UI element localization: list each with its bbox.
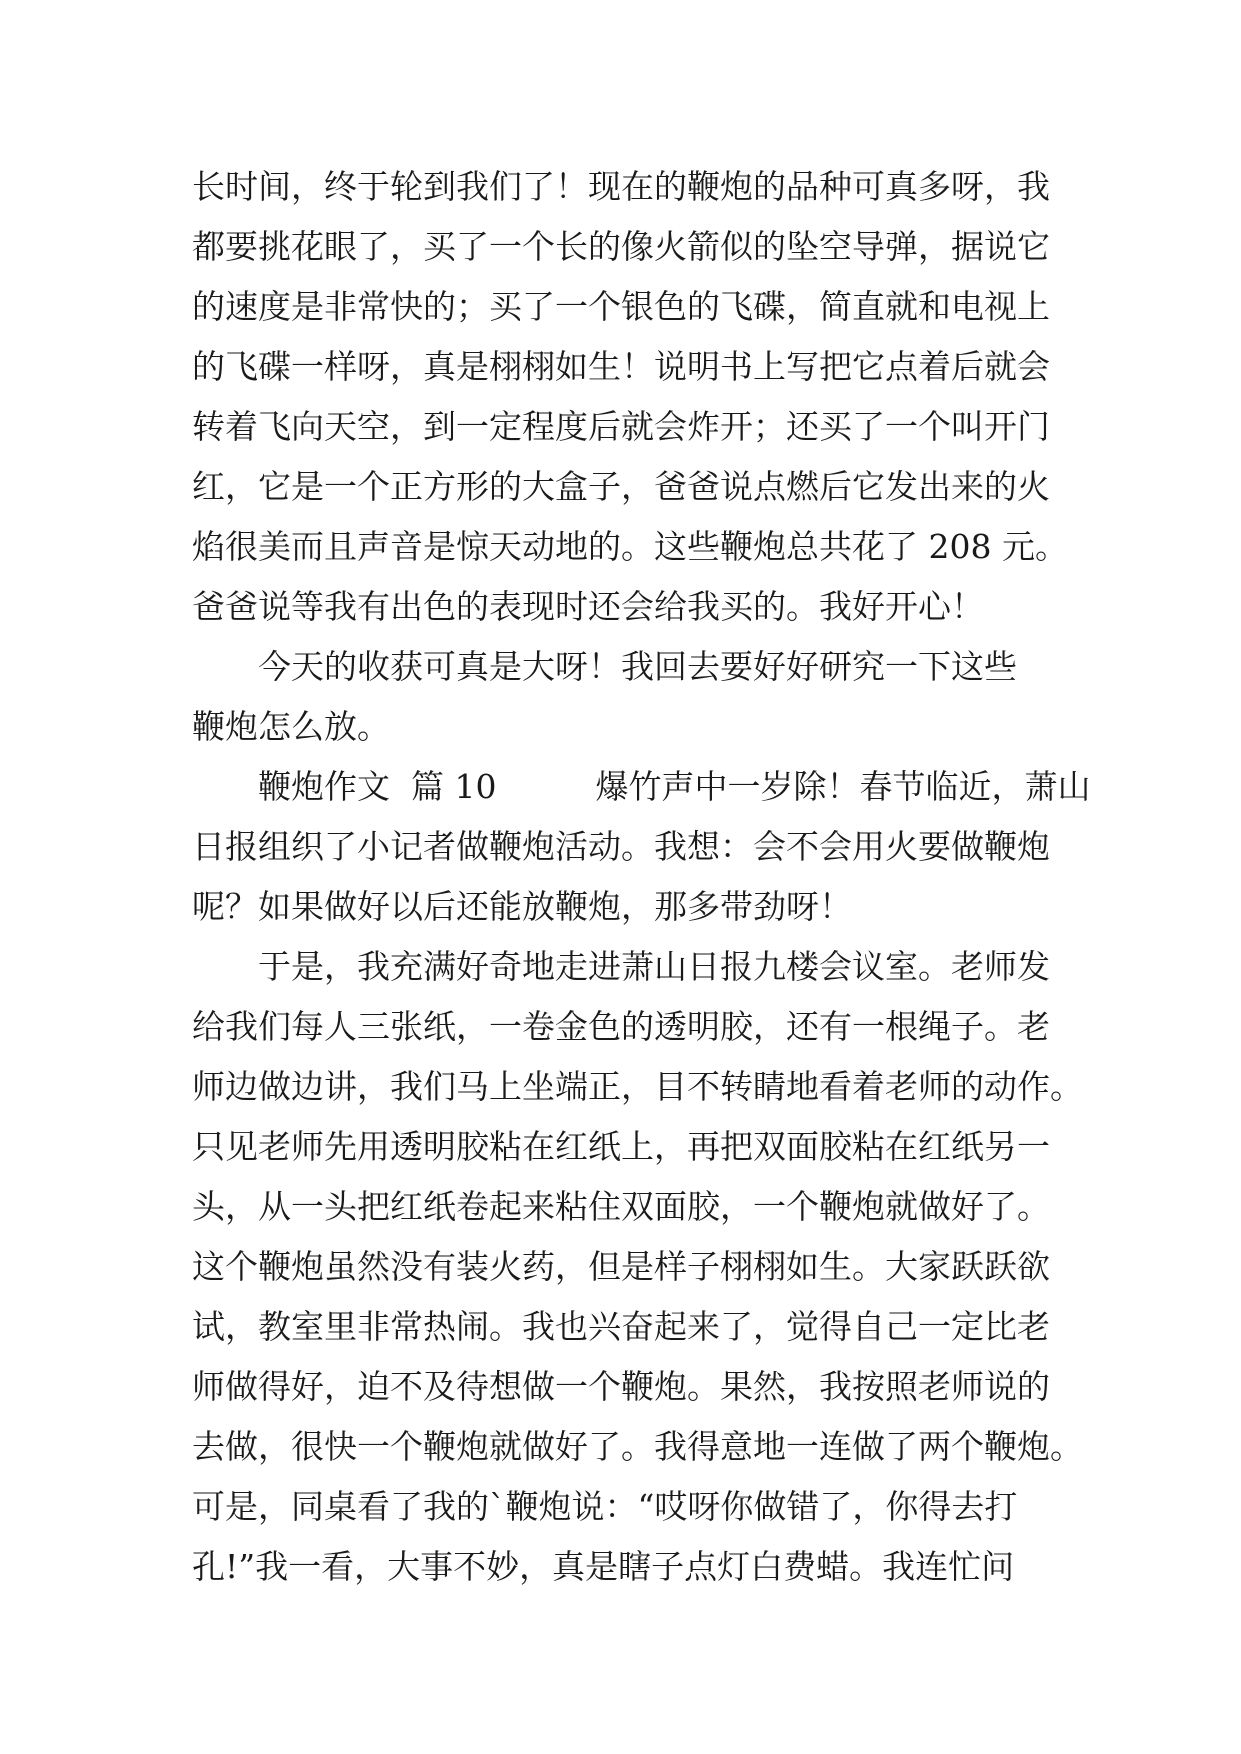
text-line: 爸爸说等我有出色的表现时还会给我买的。我好开心！ (192, 587, 984, 626)
text-line: 只见老师先用透明胶粘在红纸上，再把双面胶粘在红纸另一 (192, 1127, 1050, 1166)
text-line: 于是，我充满好奇地走进萧山日报九楼会议室。老师发 (192, 947, 1050, 986)
text-line: 转着飞向天空，到一定程度后就会炸开；还买了一个叫开门 (192, 407, 1050, 446)
text-line: 去做，很快一个鞭炮就做好了。我得意地一连做了两个鞭炮。 (192, 1427, 1083, 1466)
section-heading-line: 鞭炮作文 篇 10 爆竹声中一岁除！春节临近，萧山 (192, 767, 1091, 806)
text-line: 都要挑花眼了，买了一个长的像火箭似的坠空导弹，据说它 (192, 227, 1050, 266)
text-line: 头，从一头把红纸卷起来粘住双面胶，一个鞭炮就做好了。 (192, 1187, 1050, 1226)
document-body (192, 157, 1092, 1597)
text-line: 可是，同桌看了我的`鞭炮说：“哎呀你做错了，你得去打 (192, 1487, 1018, 1526)
text-line: 给我们每人三张纸，一卷金色的透明胶，还有一根绳子。老 (192, 1007, 1050, 1046)
text-line: 今天的收获可真是大呀！我回去要好好研究一下这些 (192, 647, 1017, 686)
text-line: 焰很美而且声音是惊天动地的。这些鞭炮总共花了 208 元。 (192, 527, 1068, 566)
text-line: 的速度是非常快的；买了一个银色的飞碟，简直就和电视上 (192, 287, 1050, 326)
text-line: 师边做边讲，我们马上坐端正，目不转睛地看着老师的动作。 (192, 1067, 1083, 1106)
text-line: 长时间，终于轮到我们了！现在的鞭炮的品种可真多呀，我 (192, 167, 1050, 206)
text-line: 这个鞭炮虽然没有装火药，但是样子栩栩如生。大家跃跃欲 (192, 1247, 1050, 1286)
text-line: 红，它是一个正方形的大盒子，爸爸说点燃后它发出来的火 (192, 467, 1050, 506)
text-line: 的飞碟一样呀，真是栩栩如生！说明书上写把它点着后就会 (192, 347, 1050, 386)
text-line: 试，教室里非常热闹。我也兴奋起来了，觉得自己一定比老 (192, 1307, 1050, 1346)
text-line: 日报组织了小记者做鞭炮活动。我想：会不会用火要做鞭炮 (192, 827, 1050, 866)
text-line: 师做得好，迫不及待想做一个鞭炮。果然，我按照老师说的 (192, 1367, 1050, 1406)
text-line: 鞭炮怎么放。 (192, 707, 390, 746)
text-line: 孔!”我一看，大事不妙，真是瞎子点灯白费蜡。我连忙问 (192, 1547, 1015, 1586)
text-line: 呢？如果做好以后还能放鞭炮，那多带劲呀！ (192, 887, 852, 926)
